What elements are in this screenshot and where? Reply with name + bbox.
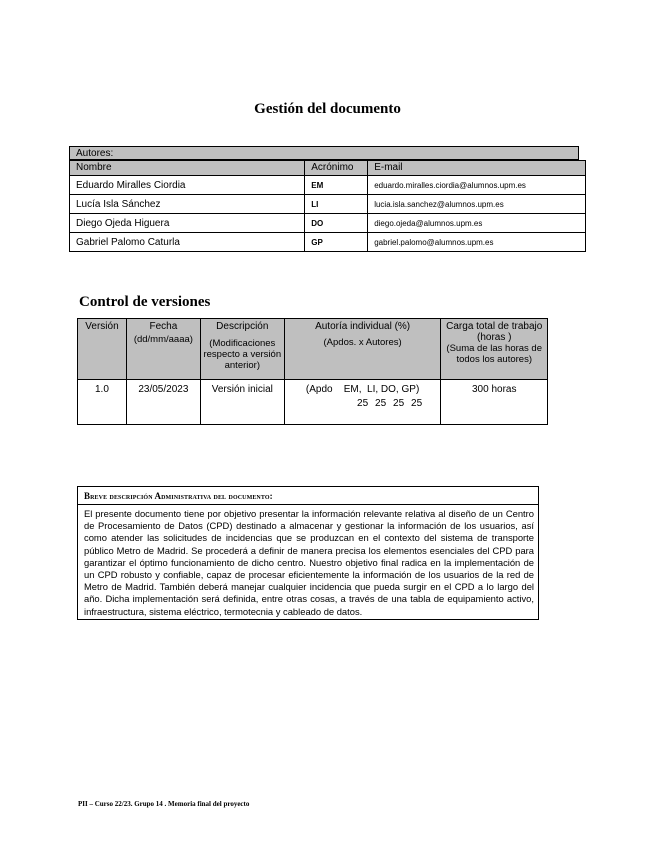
- document-title: Gestión del documento: [254, 101, 401, 117]
- authors-header-row: [70, 161, 586, 176]
- header-version-label: Versión: [85, 321, 119, 332]
- page-footer: PII – Curso 22/23. Grupo 14 . Memoria final del proyecto: [78, 800, 250, 808]
- authorship-line: (Apdo EM, LI, DO, GP): [305, 384, 420, 395]
- author-name: Eduardo Miralles Ciordia: [70, 176, 305, 195]
- authorship-percentages: [286, 397, 440, 410]
- author-acronym: DO: [305, 214, 368, 233]
- table-row: [70, 214, 586, 233]
- table-row: [78, 380, 548, 425]
- header-description-label: Descripción: [216, 321, 269, 332]
- column-header-workload: [441, 319, 548, 380]
- table-row: [70, 195, 586, 214]
- table-row: [70, 233, 586, 252]
- percentage-do: 25: [393, 398, 405, 409]
- authors-section-label: Autores:: [69, 146, 579, 160]
- version-workload: 300 horas: [441, 380, 548, 425]
- column-header-name: Nombre: [70, 161, 305, 176]
- summary-heading: Breve descripción Administrativa del documento:: [78, 487, 538, 505]
- version-authorship: [284, 380, 441, 425]
- author-acronym: LI: [305, 195, 368, 214]
- header-authorship-sub: (Apdos. x Autores): [323, 337, 402, 348]
- author-name: Lucía Isla Sánchez: [70, 195, 305, 214]
- author-email: eduardo.miralles.ciordia@alumnos.upm.es: [368, 176, 586, 195]
- version-description: Versión inicial: [200, 380, 284, 425]
- versions-header-row: [78, 319, 548, 380]
- version-date: 23/05/2023: [126, 380, 200, 425]
- author-email: diego.ojeda@alumnos.upm.es: [368, 214, 586, 233]
- author-name: Gabriel Palomo Caturla: [70, 233, 305, 252]
- header-authorship-label: Autoría individual (%): [315, 321, 411, 332]
- author-email: gabriel.palomo@alumnos.upm.es: [368, 233, 586, 252]
- author-acronym: GP: [305, 233, 368, 252]
- percentage-em: 25: [357, 398, 369, 409]
- header-date-label: Fecha: [149, 321, 178, 332]
- column-header-date: [126, 319, 200, 380]
- column-header-version: [78, 319, 127, 380]
- header-workload-sub: (Suma de las horas de todos los autores): [446, 343, 543, 365]
- table-row: [70, 176, 586, 195]
- column-header-email: E-mail: [368, 161, 586, 176]
- header-date-sub: (dd/mm/aaaa): [133, 334, 193, 345]
- author-email: lucia.isla.sanchez@alumnos.upm.es: [368, 195, 586, 214]
- author-name: Diego Ojeda Higuera: [70, 214, 305, 233]
- column-header-description: [200, 319, 284, 380]
- column-header-acronym: Acrónimo: [305, 161, 368, 176]
- version-number: 1.0: [78, 380, 127, 425]
- percentage-gp: 25: [411, 398, 423, 409]
- summary-body: El presente documento tiene por objetivo presentar la información relevante relativa al diseño de un Centro de Procesamiento de Datos (CPD) destinado a almacenar y gestionar la información de los usuarios, así como atender las solicitudes de incidencias que se produzcan en el contexto del sistema de transporte público Metro de Madrid. Se procederá a definir de manera precisa los elementos esenciales del CPD para garantizar el óptimo funcionamiento de dicho centro. Nuestro objetivo final radica en la implementación de un CPD robusto y confiable, capaz de procesar eficientemente la información de los usuarios de la red de Metro de Madrid. También deberá manejar cualquier incidencia que pueda surgir en el CPD a lo largo del año. Dicha implementación será definida, entre otras cosas, a través de una tabla de equipamiento activo, infraestructura, sistema eléctrico, termotecnia y cableado de datos.: [84, 508, 534, 617]
- author-acronym: EM: [305, 176, 368, 195]
- summary-box: [77, 486, 539, 620]
- header-workload-label: Carga total de trabajo (horas ): [446, 321, 543, 343]
- authors-table: [69, 160, 586, 252]
- header-description-sub: (Modificaciones respecto a versión anterior): [203, 338, 282, 371]
- versions-section-title: Control de versiones: [79, 294, 211, 310]
- column-header-authorship: [284, 319, 441, 380]
- percentage-li: 25: [375, 398, 387, 409]
- versions-table: [77, 318, 548, 425]
